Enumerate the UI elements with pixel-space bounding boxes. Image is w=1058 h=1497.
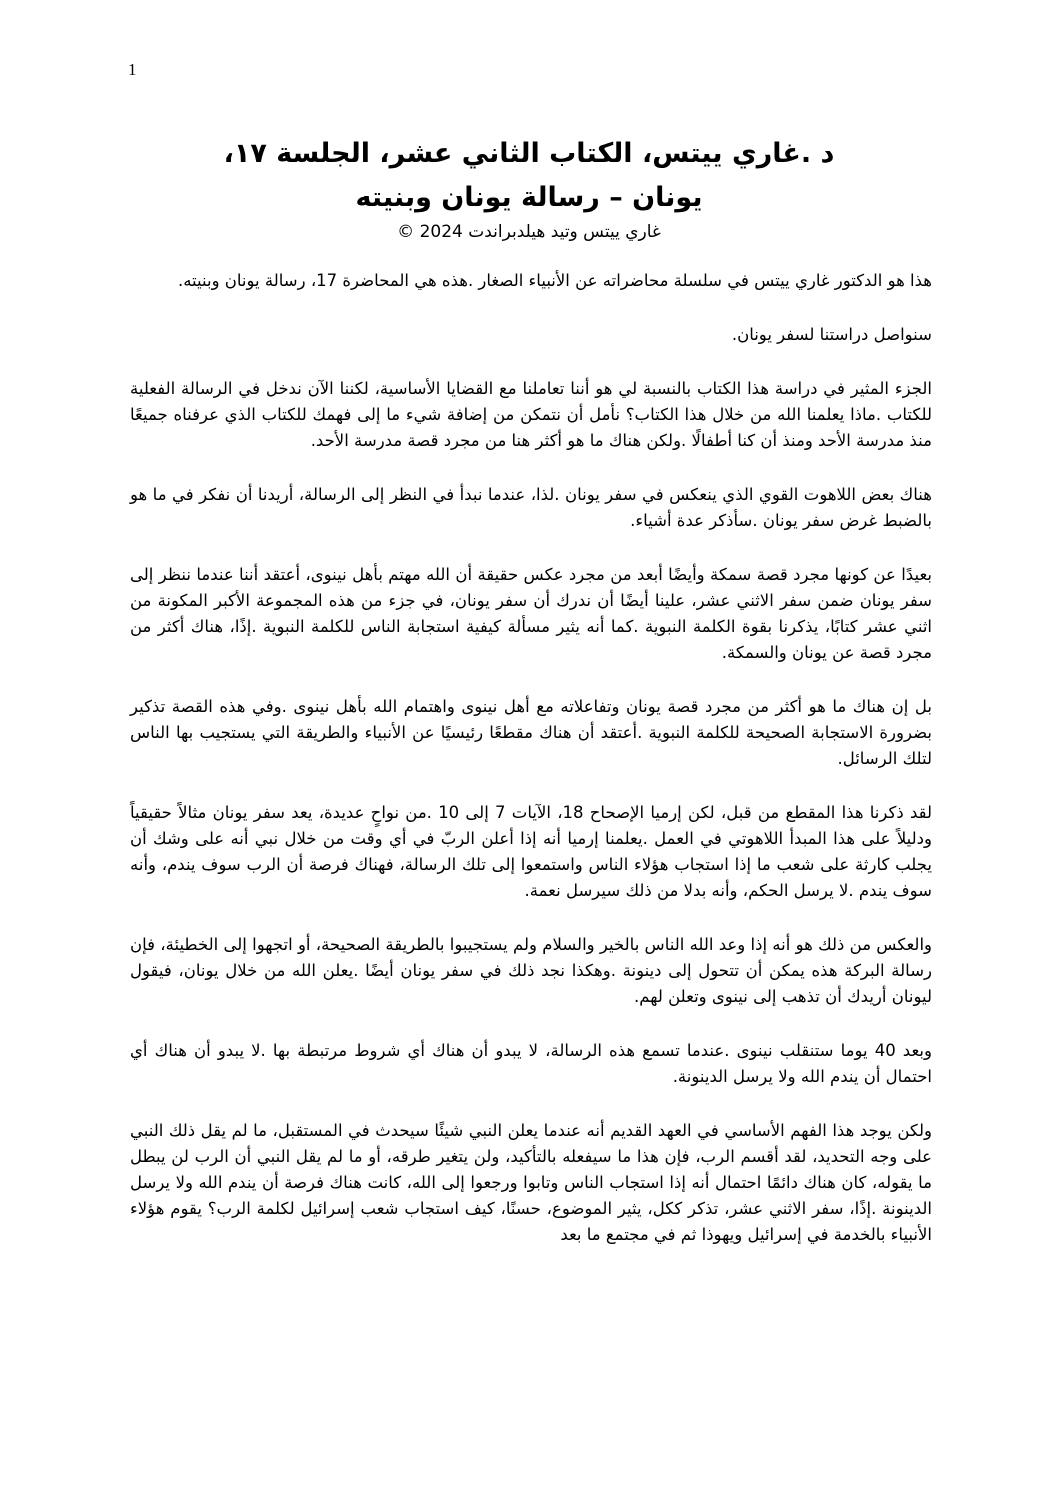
paragraph: هذا هو الدكتور غاري ييتس في سلسلة محاضراته عن الأنبياء الصغار .هذه هي المحاضرة 17، رسالة يونان وبنيته. xyxy=(177,271,932,290)
paragraph: هناك بعض اللاهوت القوي الذي ينعكس في سفر يونان .لذا، عندما نبدأ في النظر إلى الرسالة، أريدنا أن نفكر في ما هو بالضبط غرض سفر يونان .سأذكر عدة أشياء. xyxy=(130,485,932,530)
paragraph: الجزء المثير في دراسة هذا الكتاب بالنسبة لي هو أننا تعاملنا مع القضايا الأساسية، لكننا الآن ندخل في الرسالة الفعلية للكتاب .ماذا يعلمنا الله من خلال هذا الكتاب؟ نأمل أن نتمكن من إضافة شيء ما إلى فهمك للكتاب الذي عرفناه جميعًا منذ مدرسة الأحد ومنذ أن كنا أطفالًا .ولكن هناك ما هو أكثر هنا من مجرد قصة مدرسة الأحد. xyxy=(130,379,932,450)
document-header xyxy=(128,132,930,244)
paragraph: والعكس من ذلك هو أنه إذا وعد الله الناس بالخير والسلام ولم يستجيبوا بالطريقة الصحيحة، أو اتجهوا إلى الخطيئة، فإن رسالة البركة هذه يمكن أن تتحول إلى دينونة .وهكذا نجد ذلك في سفر يونان أيضًا .يعلن الله من خلال يونان، فيقول ليونان أريدك أن تذهب إلى نينوى وتعلن لهم. xyxy=(130,935,932,1006)
paragraph: سنواصل دراستنا لسفر يونان. xyxy=(731,325,932,344)
copyright-line: غاري ييتس وتيد هيلدبراندت 2024 © xyxy=(397,222,661,242)
document-body xyxy=(130,268,932,1276)
paragraph: بل إن هناك ما هو أكثر من مجرد قصة يونان وتفاعلاته مع أهل نينوى واهتمام الله بأهل نينوى .وفي هذه القصة تذكير بضرورة الاستجابة الصحيحة للكلمة النبوية .أعتقد أن هناك مقطعًا رئيسيًا عن الأنبياء والطريقة التي يستجيب بها الناس لتلك الرسائل. xyxy=(130,697,932,768)
document-title-line-2: يونان – رسالة يونان وبنيته xyxy=(355,182,703,213)
document-title-line-1: د .غاري ييتس، الكتاب الثاني عشر، الجلسة ١٧، xyxy=(223,138,835,169)
paragraph: وبعد 40 يوما ستنقلب نينوى .عندما تسمع هذه الرسالة، لا يبدو أن هناك أي شروط مرتبطة بها .لا يبدو أن هناك أي احتمال أن يندم الله ولا يرسل الدينونة. xyxy=(130,1041,932,1086)
paragraph: لقد ذكرنا هذا المقطع من قبل، لكن إرميا الإصحاح 18، الآيات 7 إلى 10 .من نواحٍ عديدة، يعد سفر يونان مثالاً حقيقياً ودليلاً على هذا المبدأ اللاهوتي في العمل .يعلمنا إرميا أنه إذا أعلن الربّ في أي وقت من خلال نبي أنه على وشك أن يجلب كارثة على شعب ما إذا استجاب هؤلاء الناس واستمعوا إلى تلك الرسالة، فهناك فرصة أن الرب سوف يندم، وأنه سوف يندم .لا يرسل الحكم، وأنه بدلا من ذلك سيرسل نعمة. xyxy=(130,803,932,900)
paragraph: بعيدًا عن كونها مجرد قصة سمكة وأيضًا أبعد من مجرد عكس حقيقة أن الله مهتم بأهل نينوى، أعتقد أننا عندما ننظر إلى سفر يونان ضمن سفر الاثني عشر، علينا أيضًا أن ندرك أن سفر يونان، في جزء من هذه المجموعة الأكبر المكونة من اثني عشر كتابًا، يذكرنا بقوة الكلمة النبوية .كما أنه يثير مسألة كيفية استجابة الناس للكلمة النبوية .إذًا، هناك أكثر من مجرد قصة عن يونان والسمكة. xyxy=(130,565,932,662)
page-number: 1 xyxy=(128,60,137,79)
paragraph: ولكن يوجد هذا الفهم الأساسي في العهد القديم أنه عندما يعلن النبي شيئًا سيحدث في المستقبل، ما لم يقل ذلك النبي على وجه التحديد، لقد أقسم الرب، فإن هذا ما سيفعله بالتأكيد، ولن يتغير طرقه، أو ما لم يقل النبي أن الرب لن يبطل ما يقوله، كان هناك دائمًا احتمال أنه إذا استجاب الناس وتابوا ورجعوا إلى الله، كانت هناك فرصة أن يندم الله ولا يرسل الدينونة .إذًا، سفر الاثني عشر، تذكر ككل، يثير الموضوع، حسنًا، كيف استجاب شعب إسرائيل لكلمة الرب؟ يقوم هؤلاء الأنبياء بالخدمة في إسرائيل ويهوذا ثم في مجتمع ما بعد xyxy=(130,1121,932,1244)
